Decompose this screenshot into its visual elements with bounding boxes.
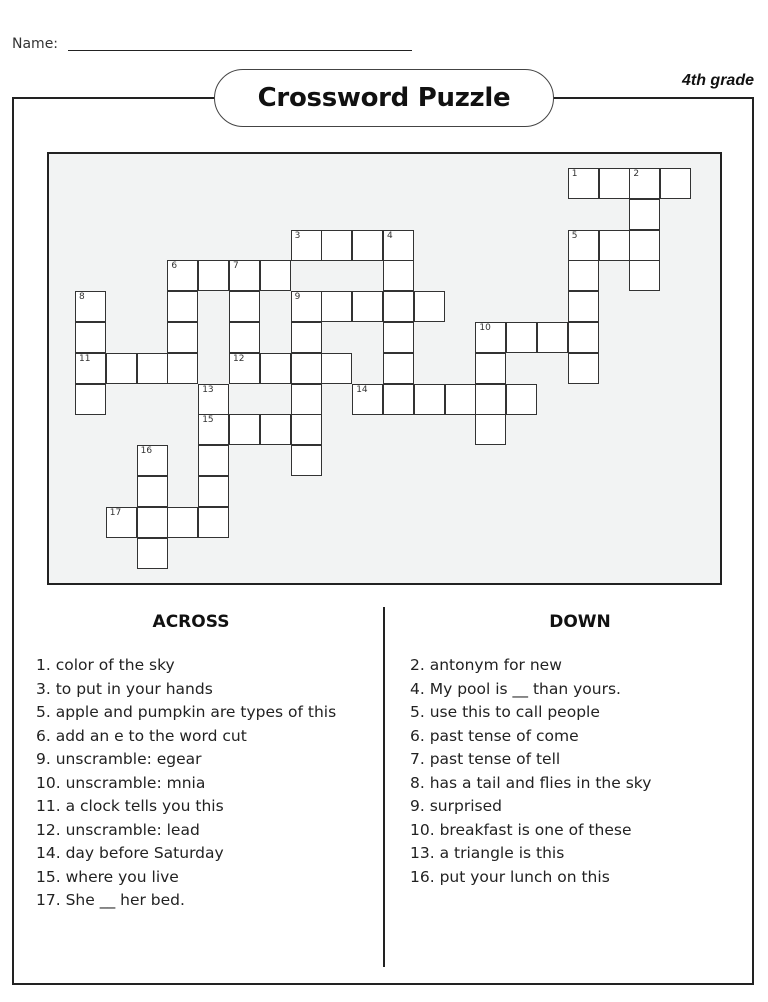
cell-number: 1 [571,169,578,179]
crossword-cell[interactable] [383,353,414,384]
clue-item: 6. add an e to the word cut [36,726,247,745]
crossword-cell[interactable] [106,507,137,538]
crossword-cell[interactable] [383,260,414,291]
across-heading: ACROSS [152,612,230,632]
cell-number: 8 [79,292,85,303]
crossword-cell[interactable] [352,291,383,322]
clue-item: 8. has a tail and flies in the sky [410,773,652,792]
crossword-cell[interactable] [629,199,660,230]
cell-number: 5 [571,230,578,241]
clue-item: 4. My pool is __ than yours. [410,679,621,698]
crossword-cell[interactable] [167,260,198,291]
crossword-cell[interactable] [475,384,506,415]
clue-item: 11. a clock tells you this [36,797,224,815]
crossword-cell[interactable] [321,230,352,261]
down-heading: DOWN [549,612,611,632]
crossword-cell[interactable] [321,353,352,384]
crossword-cell[interactable] [137,507,168,538]
crossword-cell[interactable] [229,414,260,445]
crossword-cell[interactable] [414,384,445,415]
crossword-cell[interactable] [660,168,691,199]
crossword-cell[interactable] [629,168,660,199]
clue-item: 10. breakfast is one of these [410,820,632,839]
crossword-cell[interactable] [568,168,599,199]
crossword-cell[interactable] [568,353,599,384]
crossword-cell[interactable] [629,230,660,261]
crossword-cell[interactable] [506,322,537,353]
crossword-cell[interactable] [291,384,322,415]
crossword-cell[interactable] [383,230,414,261]
clue-item: 5. use this to call people [410,703,600,721]
clue-item: 12. unscramble: lead [36,820,200,839]
clue-item: 16. put your lunch on this [410,867,610,886]
clue-item: 6. past tense of come [410,726,579,745]
crossword-cell[interactable] [291,414,322,445]
crossword-cell[interactable] [568,230,599,261]
crossword-cell[interactable] [167,507,198,538]
cell-number: 4 [387,230,393,241]
cell-number: 10 [479,323,491,333]
clue-item: 1. color of the sky [36,656,175,674]
crossword-cell[interactable] [167,353,198,384]
crossword-cell[interactable] [414,291,445,322]
crossword-cell[interactable] [137,476,168,507]
crossword-cell[interactable] [137,445,168,476]
crossword-cell[interactable] [568,260,599,291]
page-title: Crossword Puzzle [214,69,554,127]
crossword-cell[interactable] [475,322,506,353]
crossword-cell[interactable] [599,230,630,261]
crossword-cell[interactable] [568,322,599,353]
crossword-cell[interactable] [260,260,291,291]
crossword-cell[interactable] [229,353,260,384]
crossword-cell[interactable] [229,322,260,353]
grade-label: 4th grade [681,72,754,89]
crossword-cell[interactable] [75,291,106,322]
clue-item: 13. a triangle is this [410,844,565,862]
crossword-cell[interactable] [198,260,229,291]
clue-item: 5. apple and pumpkin are types of this [36,703,337,721]
cell-number: 11 [79,353,91,364]
cell-number: 3 [294,230,301,241]
cell-number: 12 [233,353,245,364]
crossword-cell[interactable] [167,291,198,322]
crossword-cell[interactable] [260,414,291,445]
crossword-cell[interactable] [475,353,506,384]
crossword-cell[interactable] [383,291,414,322]
cell-number: 6 [171,261,178,272]
clue-item: 9. unscramble: egear [36,750,202,768]
crossword-cell[interactable] [198,445,229,476]
crossword-cell[interactable] [75,322,106,353]
name-input-line[interactable] [68,50,412,51]
crossword-cell[interactable] [198,384,229,415]
crossword-cell[interactable] [229,291,260,322]
crossword-cell[interactable] [599,168,630,199]
crossword-cell[interactable] [629,260,660,291]
name-label: Name: [12,36,59,52]
crossword-cell[interactable] [321,291,352,322]
crossword-cell[interactable] [537,322,568,353]
across-clues [36,612,346,913]
clue-item: 7. past tense of tell [410,750,561,768]
cell-number: 15 [202,415,214,426]
crossword-cell[interactable] [260,353,291,384]
down-clues [410,612,750,889]
crossword-cell[interactable] [291,445,322,476]
crossword-cell[interactable] [352,230,383,261]
cell-number: 13 [202,384,214,395]
crossword-cell[interactable] [75,353,106,384]
crossword-cell[interactable] [106,353,137,384]
crossword-cell[interactable] [383,384,414,415]
crossword-cell[interactable] [198,507,229,538]
clue-item: 14. day before Saturday [36,844,224,862]
crossword-cell[interactable] [445,384,476,415]
crossword-cell[interactable] [291,353,322,384]
cell-number: 16 [140,446,153,457]
cell-number: 7 [233,261,239,272]
crossword-grid [47,152,722,585]
clue-item: 15. where you live [36,867,179,886]
crossword-cell[interactable] [75,384,106,415]
crossword-cell[interactable] [475,414,506,445]
cell-number: 14 [356,384,368,395]
crossword-cell[interactable] [568,291,599,322]
crossword-cell[interactable] [291,291,322,322]
clue-item: 10. unscramble: mnia [36,773,206,792]
cell-number: 9 [294,292,301,303]
crossword-cell[interactable] [383,322,414,353]
clue-item: 3. to put in your hands [36,679,213,698]
crossword-cell[interactable] [291,230,322,261]
crossword-cell[interactable] [137,353,168,384]
cell-number: 17 [109,507,122,518]
crossword-cell[interactable] [167,322,198,353]
across-clue-list [36,654,346,913]
cell-number: 2 [633,169,640,179]
crossword-cell[interactable] [291,322,322,353]
clue-divider [383,607,385,967]
crossword-cell[interactable] [137,538,168,569]
clue-item: 2. antonym for new [410,656,562,674]
crossword-cell[interactable] [352,384,383,415]
crossword-cell[interactable] [198,414,229,445]
clue-item: 9. surprised [410,797,502,815]
down-clue-list [410,654,750,889]
crossword-cell[interactable] [198,476,229,507]
crossword-cell[interactable] [229,260,260,291]
crossword-cell[interactable] [506,384,537,415]
clue-item: 17. She __ her bed. [36,891,185,909]
